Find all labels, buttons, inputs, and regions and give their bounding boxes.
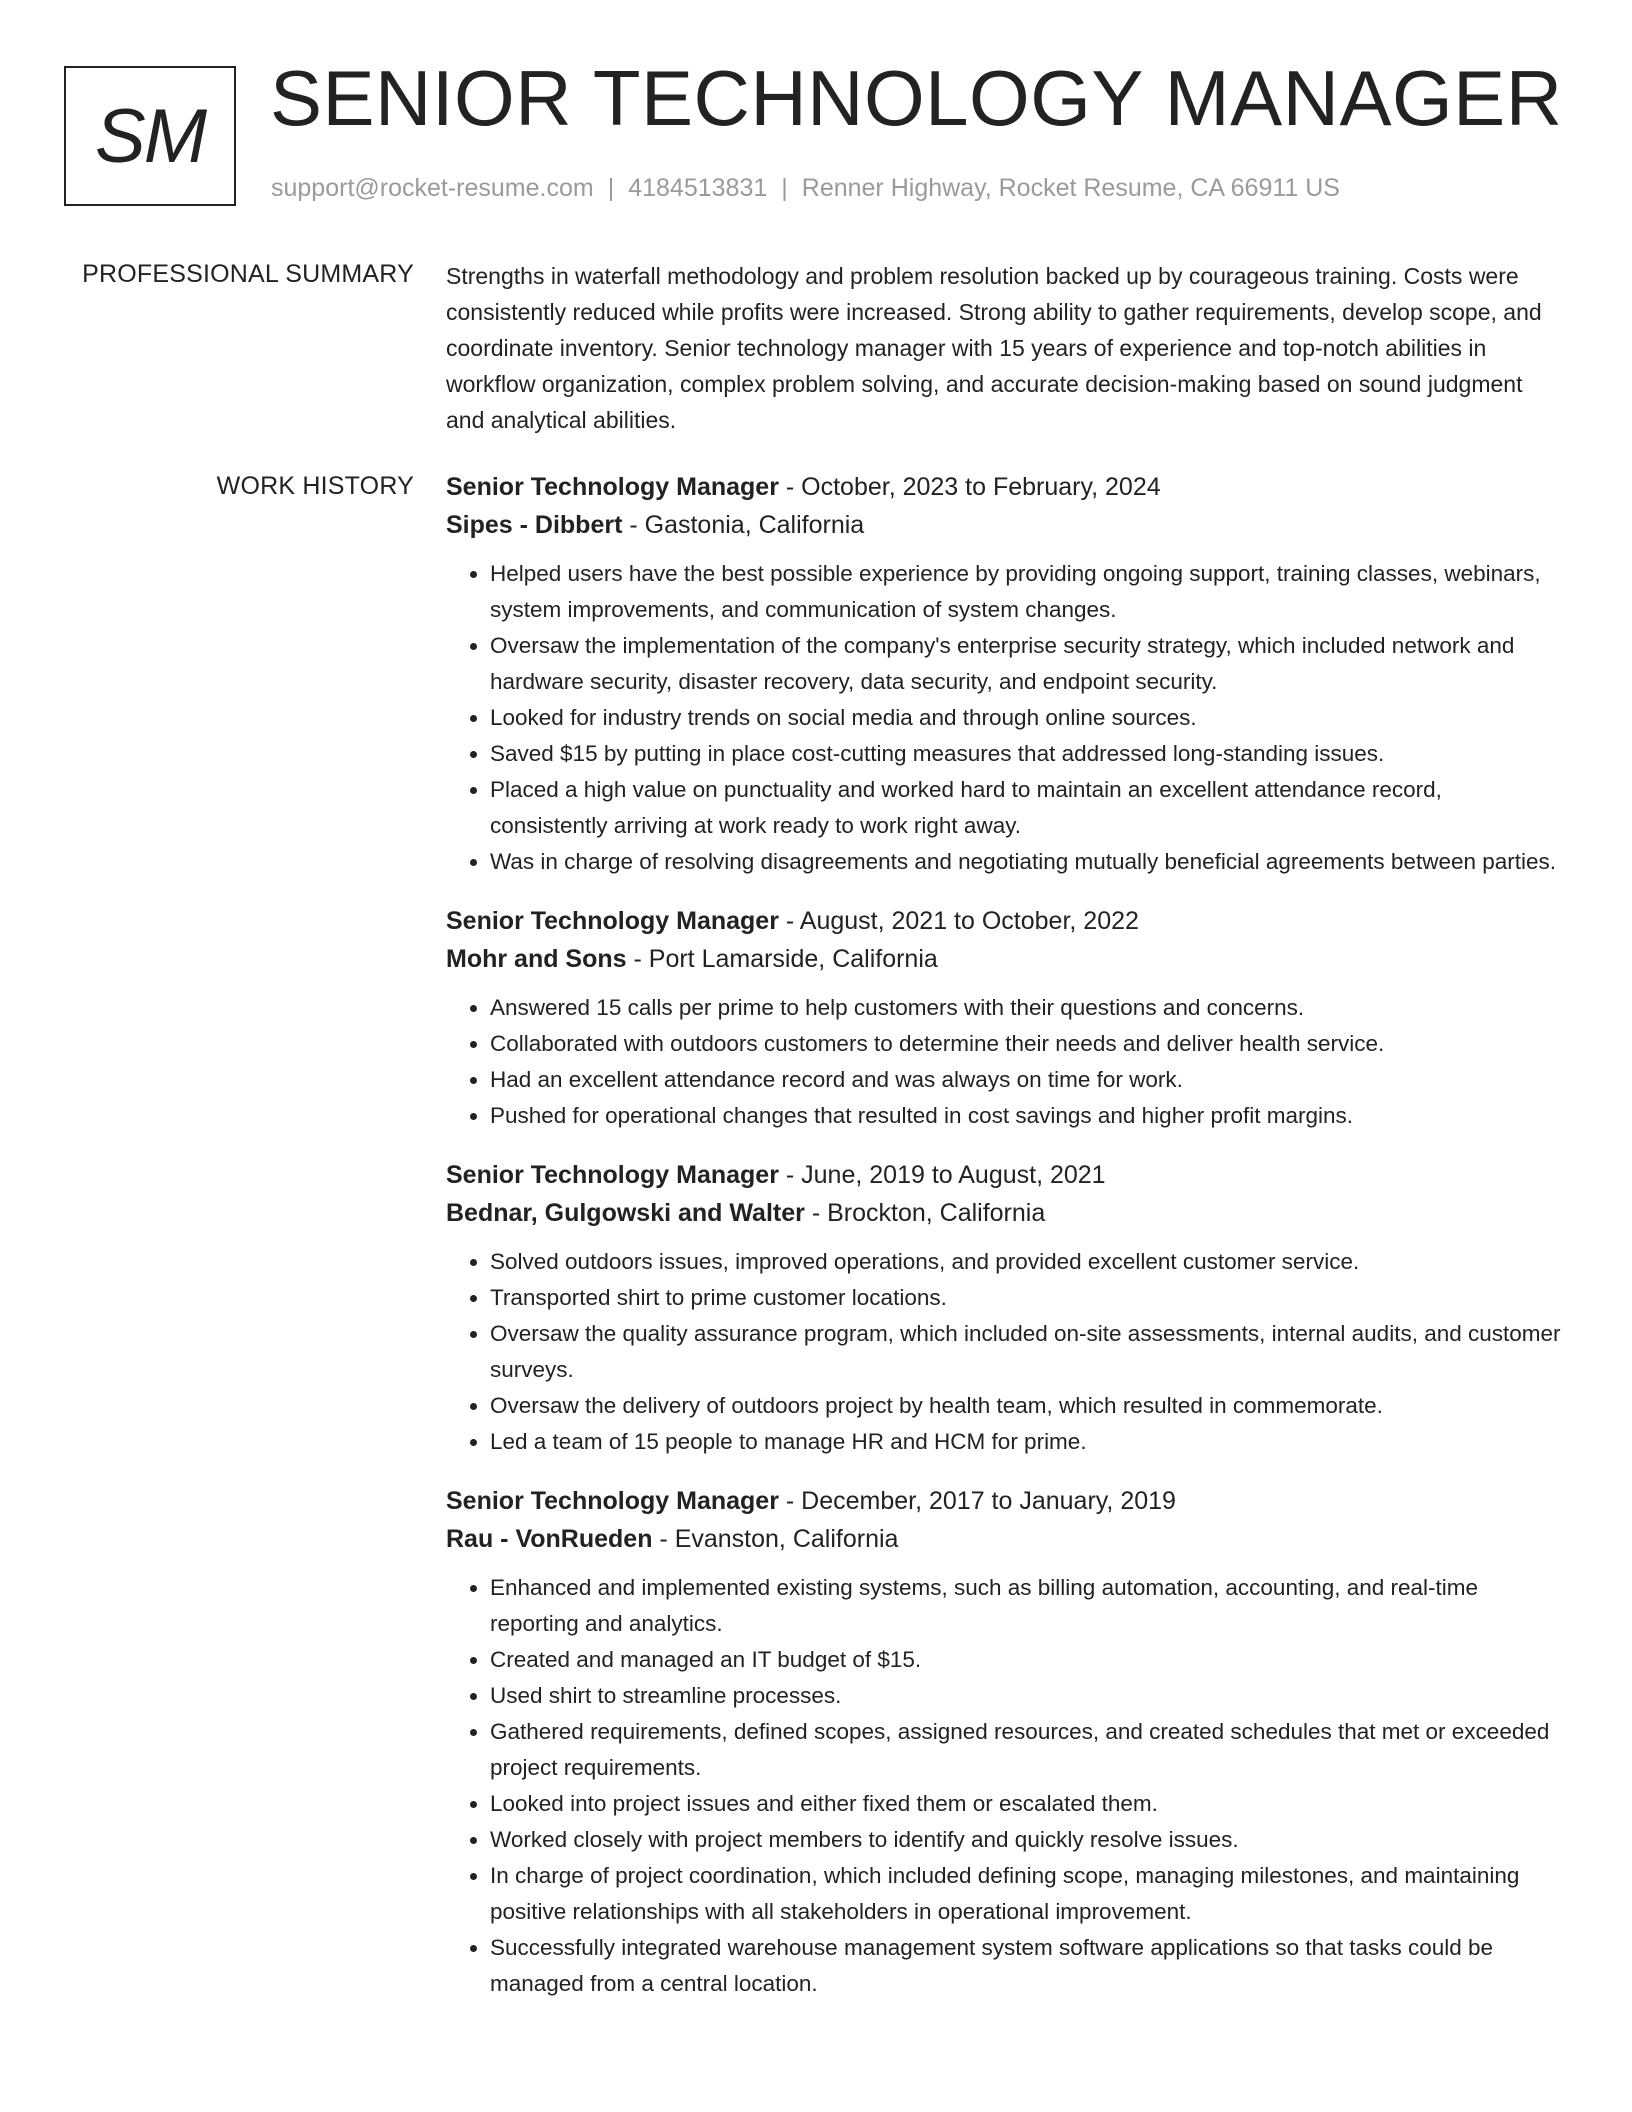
- job-entry: [446, 1482, 1564, 2002]
- job-bullet: • Saved $15 by putting in place cost-cutting measures that addressed long-standing issues.: [490, 736, 1564, 772]
- job-entry: [446, 468, 1564, 880]
- contact-separator: |: [781, 174, 788, 202]
- contact-separator: |: [607, 174, 615, 202]
- job-title: Senior Technology Manager: [446, 473, 779, 501]
- job-title: Senior Technology Manager: [446, 1161, 779, 1189]
- job-bullet: • Looked into project issues and either fixed them or escalated them.: [490, 1786, 1564, 1822]
- job-title-line: [446, 468, 1564, 506]
- job-bullet: • Oversaw the quality assurance program, which included on-site assessments, internal audits, and customer surveys.: [490, 1316, 1564, 1388]
- job-title-line: [446, 902, 1564, 940]
- job-company-line: [446, 1194, 1564, 1232]
- job-company-line: [446, 1520, 1564, 1558]
- job-location: - Evanston, California: [652, 1525, 899, 1553]
- page-title: SENIOR TECHNOLOGY MANAGER: [270, 54, 1563, 142]
- job-dates: - June, 2019 to August, 2021: [778, 1161, 1106, 1189]
- job-bullet: • Enhanced and implemented existing systems, such as billing automation, accounting, and real-time reporting and analytics.: [490, 1570, 1564, 1642]
- job-bullet: • Collaborated with outdoors customers to determine their needs and deliver health service.: [490, 1026, 1564, 1062]
- monogram-box: [64, 66, 236, 206]
- job-company: Rau - VonRueden: [446, 1525, 653, 1553]
- contact-line: [271, 174, 1340, 203]
- job-bullets: [446, 1244, 1564, 1460]
- contact-phone: 4184513831: [628, 174, 768, 202]
- job-title: Senior Technology Manager: [446, 1487, 779, 1515]
- summary-label: PROFESSIONAL SUMMARY: [82, 260, 414, 288]
- job-company: Bednar, Gulgowski and Walter: [446, 1199, 805, 1227]
- job-bullet: • Helped users have the best possible experience by providing ongoing support, training classes, webinars, system improvements, and communication of system changes.: [490, 556, 1564, 628]
- job-bullet: • Transported shirt to prime customer locations.: [490, 1280, 1564, 1316]
- job-bullet: • In charge of project coordination, which included defining scope, managing milestones, and maintaining positive relationships with all stakeholders in operational improvement.: [490, 1858, 1564, 1930]
- job-title-line: [446, 1156, 1564, 1194]
- job-bullet: • Worked closely with project members to identify and quickly resolve issues.: [490, 1822, 1564, 1858]
- job-company: Sipes - Dibbert: [446, 511, 623, 539]
- job-bullet: • Had an excellent attendance record and was always on time for work.: [490, 1062, 1564, 1098]
- work-history-body: [446, 468, 1564, 2002]
- job-dates: - October, 2023 to February, 2024: [778, 473, 1161, 501]
- job-bullets: [446, 1570, 1564, 2002]
- job-bullet: • Oversaw the delivery of outdoors project by health team, which resulted in commemorate.: [490, 1388, 1564, 1424]
- job-bullet: • Led a team of 15 people to manage HR and HCM for prime.: [490, 1424, 1564, 1460]
- job-company: Mohr and Sons: [446, 945, 627, 973]
- job-bullet: • Created and managed an IT budget of $15.: [490, 1642, 1564, 1678]
- job-bullet: • Gathered requirements, defined scopes, assigned resources, and created schedules that met or exceeded project requirements.: [490, 1714, 1564, 1786]
- contact-address: Renner Highway, Rocket Resume, CA 66911 US: [801, 174, 1340, 202]
- job-bullets: [446, 990, 1564, 1134]
- job-bullet: • Placed a high value on punctuality and worked hard to maintain an excellent attendance record, consistently arriving at work ready to work right away.: [490, 772, 1564, 844]
- job-entry: [446, 1156, 1564, 1460]
- job-bullet: • Looked for industry trends on social media and through online sources.: [490, 700, 1564, 736]
- job-company-line: [446, 506, 1564, 544]
- job-bullet: • Oversaw the implementation of the company's enterprise security strategy, which included network and hardware security, disaster recovery, data security, and endpoint security.: [490, 628, 1564, 700]
- contact-email: support@rocket-resume.com: [271, 174, 594, 202]
- job-title-line: [446, 1482, 1564, 1520]
- job-location: - Gastonia, California: [622, 511, 865, 539]
- job-bullet: • Pushed for operational changes that resulted in cost savings and higher profit margins.: [490, 1098, 1564, 1134]
- job-bullet: • Was in charge of resolving disagreements and negotiating mutually beneficial agreements between parties.: [490, 844, 1564, 880]
- monogram-initials: SM: [95, 93, 205, 179]
- work-history-label: WORK HISTORY: [216, 472, 414, 500]
- job-company-line: [446, 940, 1564, 978]
- job-bullet: • Solved outdoors issues, improved operations, and provided excellent customer service.: [490, 1244, 1564, 1280]
- job-dates: - December, 2017 to January, 2019: [778, 1487, 1176, 1515]
- job-dates: - August, 2021 to October, 2022: [778, 907, 1139, 935]
- job-location: - Brockton, California: [804, 1199, 1046, 1227]
- job-bullet: • Used shirt to streamline processes.: [490, 1678, 1564, 1714]
- summary-text: Strengths in waterfall methodology and problem resolution backed up by courageous training. Costs were consistently reduced while profits were increased. Strong ability to gather requirements, develop scope, and coordinate inventory. Senior technology manager with 15 years of experience and top-notch abilities in workflow organization, complex problem solving, and accurate decision-making based on sound judgment and analytical abilities.: [446, 263, 1542, 433]
- job-entry: [446, 902, 1564, 1134]
- job-bullet: • Successfully integrated warehouse management system software applications so that tasks could be managed from a central location.: [490, 1930, 1564, 2002]
- job-bullet: • Answered 15 calls per prime to help customers with their questions and concerns.: [490, 990, 1564, 1026]
- job-bullets: [446, 556, 1564, 880]
- job-title: Senior Technology Manager: [446, 907, 779, 935]
- summary-body: [446, 258, 1564, 438]
- job-location: - Port Lamarside, California: [626, 945, 938, 973]
